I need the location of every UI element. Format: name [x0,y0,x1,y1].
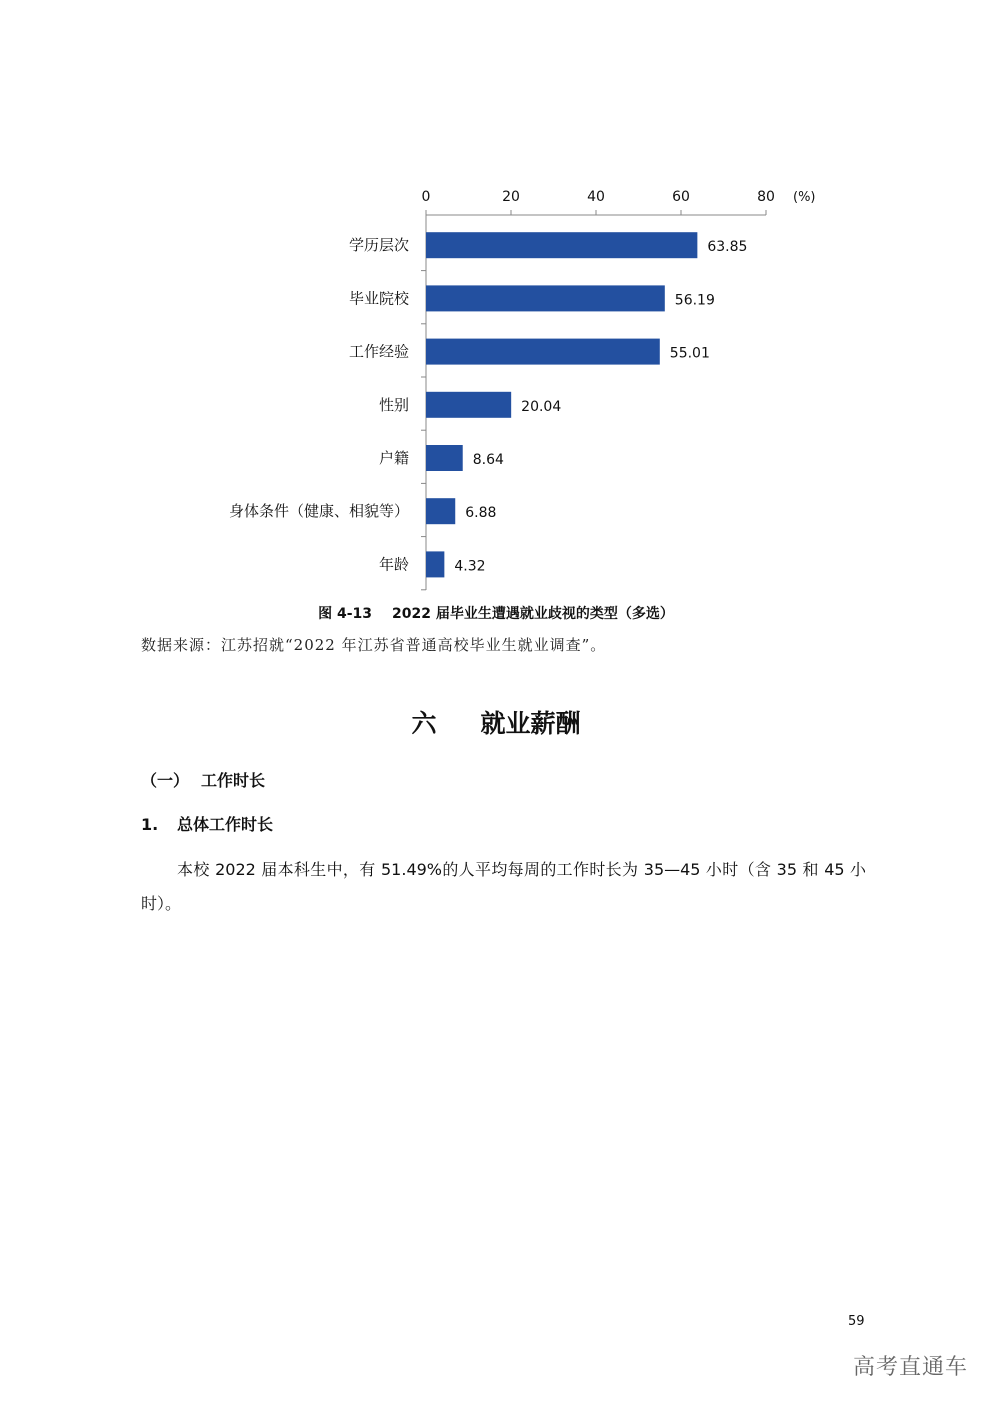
value-label: 20.04 [521,398,562,415]
bar [426,285,665,311]
figure-caption [0,603,992,623]
category-label: 身体条件（健康、相貌等） [228,502,409,521]
category-label: 毕业院校 [348,289,409,308]
watermark-text: 高考直通车 [853,1355,969,1380]
value-label: 55.01 [669,345,710,362]
figure-title: 2022 届毕业生遭遇就业歧视的类型（多选） [392,606,674,622]
section-heading [0,704,992,740]
category-label: 年龄 [378,555,409,574]
bar [426,498,455,524]
value-label: 8.64 [472,452,504,468]
figure-label: 图 4-13 [318,606,373,622]
body-paragraph: 本校 2022 届本科生中，有 51.49%的人平均每周的工作时长为 35—45 小时（含 35 和 45 小时）。 [141,860,866,913]
x-tick-label: 20 [502,189,520,205]
bar [426,551,444,577]
category-label: 性别 [378,395,409,414]
category-label: 户籍 [378,449,409,467]
x-tick-label: 80 [757,189,775,205]
category-label: 学历层次 [348,236,409,255]
value-label: 56.19 [674,292,715,309]
data-source-note: 数据来源：江苏招就“2022 年江苏省普通高校毕业生就业调查”。 [141,636,607,654]
subsection-title: 工作时长 [201,771,266,790]
discrimination-types-bar-chart [0,0,992,600]
bar [426,232,697,258]
value-label: 63.85 [707,239,748,256]
subsubsection-heading [141,812,273,835]
x-tick-label: 60 [672,189,690,205]
x-tick-label: 0 [421,189,431,205]
subsubsection-title: 总体工作时长 [177,815,274,834]
bar [426,339,660,365]
x-tick-label: 40 [587,189,605,205]
section-title: 就业薪酬 [480,709,581,738]
value-label: 4.32 [454,558,486,575]
subsubsection-number: 1. [141,815,159,834]
x-unit-label: (%) [793,190,816,205]
bar [426,445,463,471]
subsection-number: （一） [141,771,190,790]
bar [426,392,511,418]
subsection-heading [141,768,265,791]
value-label: 6.88 [465,505,497,522]
section-number: 六 [411,709,437,738]
category-label: 工作经验 [348,342,409,361]
page-number: 59 [848,1314,865,1329]
